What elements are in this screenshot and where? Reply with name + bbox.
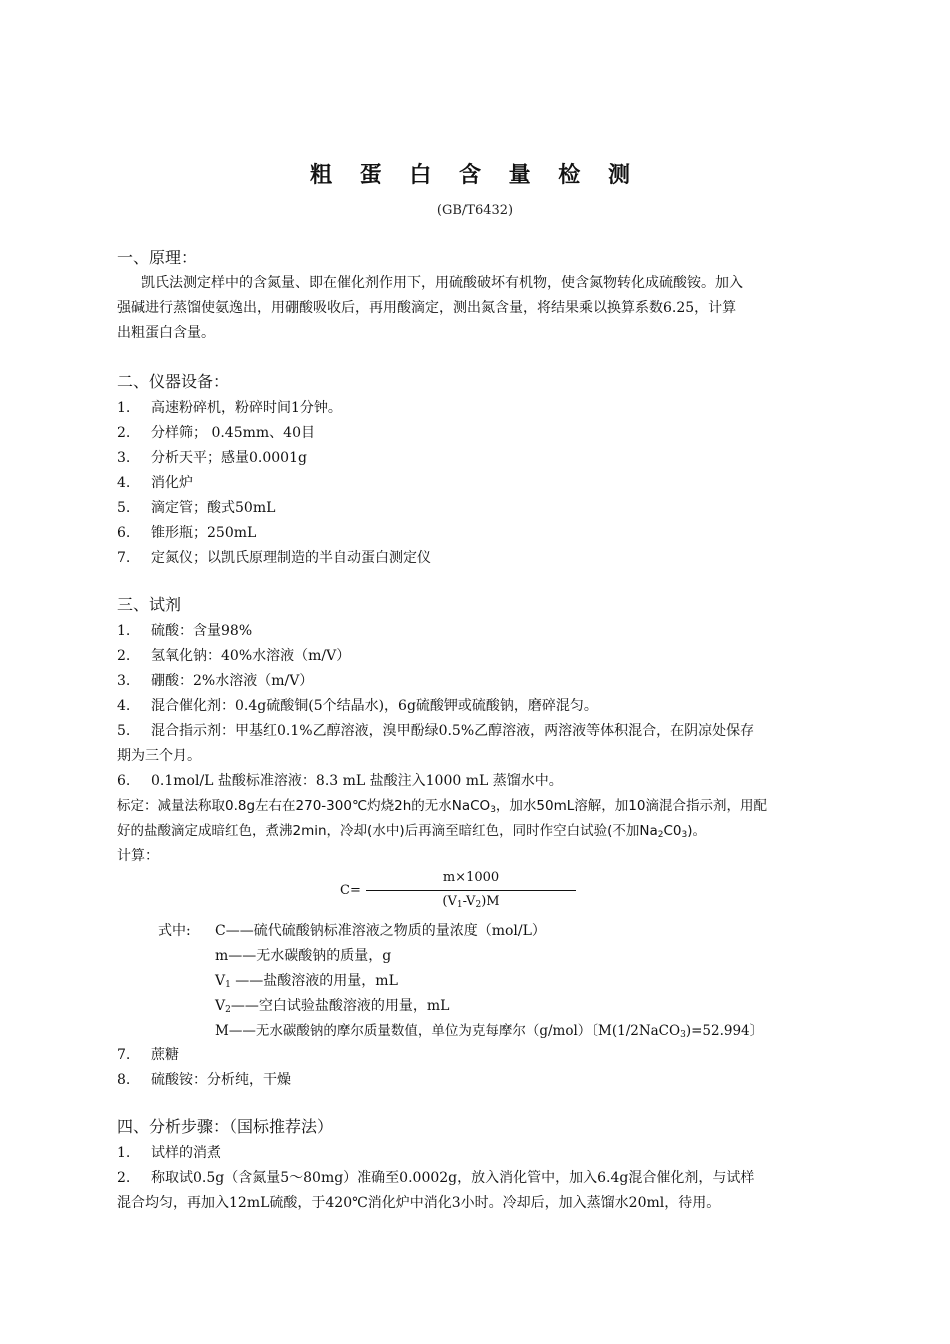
list-number: 3. <box>117 450 131 466</box>
list-text: 锥形瓶；250mL <box>151 525 257 541</box>
formula-text: -V <box>462 894 476 909</box>
subscript: 2 <box>475 900 482 910</box>
definition-text: M——无水碳酸钠的摩尔质量数值，单位为克每摩尔（g/mol）〔M(1/2NaCO <box>215 1023 681 1039</box>
list-number: 2. <box>117 425 131 441</box>
list-item <box>117 471 193 496</box>
list-item-continuation: 期为三个月。 <box>117 748 201 764</box>
list-number: 2. <box>117 1170 131 1186</box>
list-number: 5. <box>117 500 131 516</box>
where-label: 式中: <box>158 923 191 939</box>
section-heading-equipment: 二、仪器设备： <box>117 372 230 391</box>
list-text: 氢氧化钠：40%水溶液（m/V） <box>151 648 351 664</box>
principle-line-3: 出粗蛋白含量。 <box>117 325 215 341</box>
list-item <box>117 421 315 446</box>
list-number: 3. <box>117 673 131 689</box>
list-text: 硫酸铵：分析纯，干燥 <box>151 1072 291 1088</box>
list-item <box>117 769 563 794</box>
calibration-text: )。 <box>687 823 706 839</box>
list-item <box>117 521 256 546</box>
list-text: 滴定管；酸式50mL <box>151 500 276 516</box>
list-text: 硫酸：含量98% <box>151 623 253 639</box>
list-item <box>117 669 313 694</box>
calibration-text: 好的盐酸滴定成暗红色，煮沸2min，冷却(水中)后再滴至暗红色，同时作空白试验(不加Na <box>117 823 658 839</box>
list-text: 分析天平；感量0.0001g <box>151 450 307 466</box>
definition-text: V <box>215 973 226 989</box>
subscript: 3 <box>681 830 688 840</box>
definition-text: ——盐酸溶液的用量，mL <box>230 973 398 989</box>
subscript: 2 <box>225 1005 231 1015</box>
list-number: 5. <box>117 723 131 739</box>
list-text: 蔗糖 <box>151 1047 179 1063</box>
formula-denominator <box>366 894 576 910</box>
fraction-bar <box>366 890 576 891</box>
subscript: 3 <box>680 1030 686 1040</box>
subscript: 1 <box>456 900 463 910</box>
list-text: 分样筛； 0.45mm、40目 <box>151 425 315 441</box>
list-number: 2. <box>117 648 131 664</box>
list-number: 7. <box>117 550 131 566</box>
list-number: 1. <box>117 1145 131 1161</box>
section-heading-procedure: 四、分析步骤：（国标推荐法） <box>117 1117 334 1136</box>
subscript: 2 <box>657 830 664 840</box>
list-number: 7. <box>117 1047 131 1063</box>
list-text: 0.1mol/L 盐酸标准溶液：8.3 mL 盐酸注入1000 mL 蒸馏水中。 <box>151 773 563 789</box>
list-number: 8. <box>117 1072 131 1088</box>
formula-text: (V <box>442 894 457 909</box>
list-text: 混合催化剂：0.4g硫酸铜(5个结晶水)，6g硫酸钾或硫酸钠，磨碎混匀。 <box>151 698 598 714</box>
principle-line-2: 强碱进行蒸馏使氨逸出，用硼酸吸收后，再用酸滴定，测出氮含量，将结果乘以换算系数6.25，计算 <box>117 300 737 316</box>
list-item <box>117 694 598 719</box>
list-number: 6. <box>117 525 131 541</box>
list-item <box>117 1166 754 1191</box>
list-text: 试样的消煮 <box>151 1145 221 1161</box>
list-item <box>117 1141 221 1166</box>
calibration-line-2 <box>117 819 706 848</box>
list-number: 6. <box>117 773 131 789</box>
list-item <box>117 1043 179 1068</box>
calibration-text: C0 <box>663 823 682 839</box>
list-item <box>117 496 275 521</box>
subscript: 3 <box>490 805 496 815</box>
definition-m: m——无水碳酸钠的质量，g <box>215 948 392 964</box>
calibration-text: 标定：减量法称取0.8g左右在270-300℃灼烧2h的无水NaCO <box>117 798 491 814</box>
list-text: 消化炉 <box>151 475 193 491</box>
list-item <box>117 446 307 471</box>
list-number: 4. <box>117 698 131 714</box>
list-text: 定氮仪；以凯氏原理制造的半自动蛋白测定仪 <box>151 550 431 566</box>
definition-c: C——硫代硫酸钠标准溶液之物质的量浓度（mol/L） <box>215 923 546 939</box>
list-item <box>117 1068 291 1093</box>
list-number: 1. <box>117 623 131 639</box>
definition-text: ——空白试验盐酸溶液的用量，mL <box>230 998 450 1014</box>
list-item <box>117 619 252 644</box>
standard-code: (GB/T6432) <box>436 203 514 218</box>
formula-numerator: m×1000 <box>442 870 500 885</box>
list-text: 高速粉碎机，粉碎时间1分钟。 <box>151 400 342 416</box>
concentration-formula <box>340 870 580 916</box>
calculation-label: 计算： <box>117 848 159 864</box>
list-number: 1. <box>117 400 131 416</box>
definition-text: )=52.994〕 <box>685 1023 764 1039</box>
list-item <box>117 396 342 421</box>
calibration-text: ，加水50mL溶解，加10滴混合指示剂，用配 <box>495 798 767 814</box>
definition-text: V <box>215 998 226 1014</box>
formula-text: )M <box>481 894 500 909</box>
formula-lhs: C= <box>340 883 361 898</box>
list-text: 称取试0.5g（含氮量5～80mg）准确至0.0002g，放入消化管中，加入6.4g混合催化剂，与试样 <box>151 1170 755 1186</box>
list-text: 硼酸：2%水溶液（m/V） <box>151 673 314 689</box>
subscript: 1 <box>225 980 231 990</box>
list-item <box>117 546 431 571</box>
definition-molar-mass <box>215 1019 763 1048</box>
document-title: 粗 蛋 白 含 量 检 测 <box>310 163 640 188</box>
list-item-continuation: 混合均匀，再加入12mL硫酸，于420℃消化炉中消化3小时。冷却后，加入蒸馏水20ml，待用。 <box>117 1195 721 1211</box>
list-text: 混合指示剂：甲基红0.1%乙醇溶液，溴甲酚绿0.5%乙醇溶液，两溶液等体积混合，在阴凉处保存 <box>151 723 755 739</box>
section-heading-principle: 一、原理： <box>117 248 198 267</box>
list-item <box>117 719 754 744</box>
section-heading-reagents: 三、试剂 <box>117 595 182 614</box>
list-number: 4. <box>117 475 131 491</box>
list-item <box>117 644 350 669</box>
principle-line-1: 凯氏法测定样中的含氮量、即在催化剂作用下，用硫酸破坏有机物，使含氮物转化成硫酸铵。加入 <box>141 275 743 291</box>
